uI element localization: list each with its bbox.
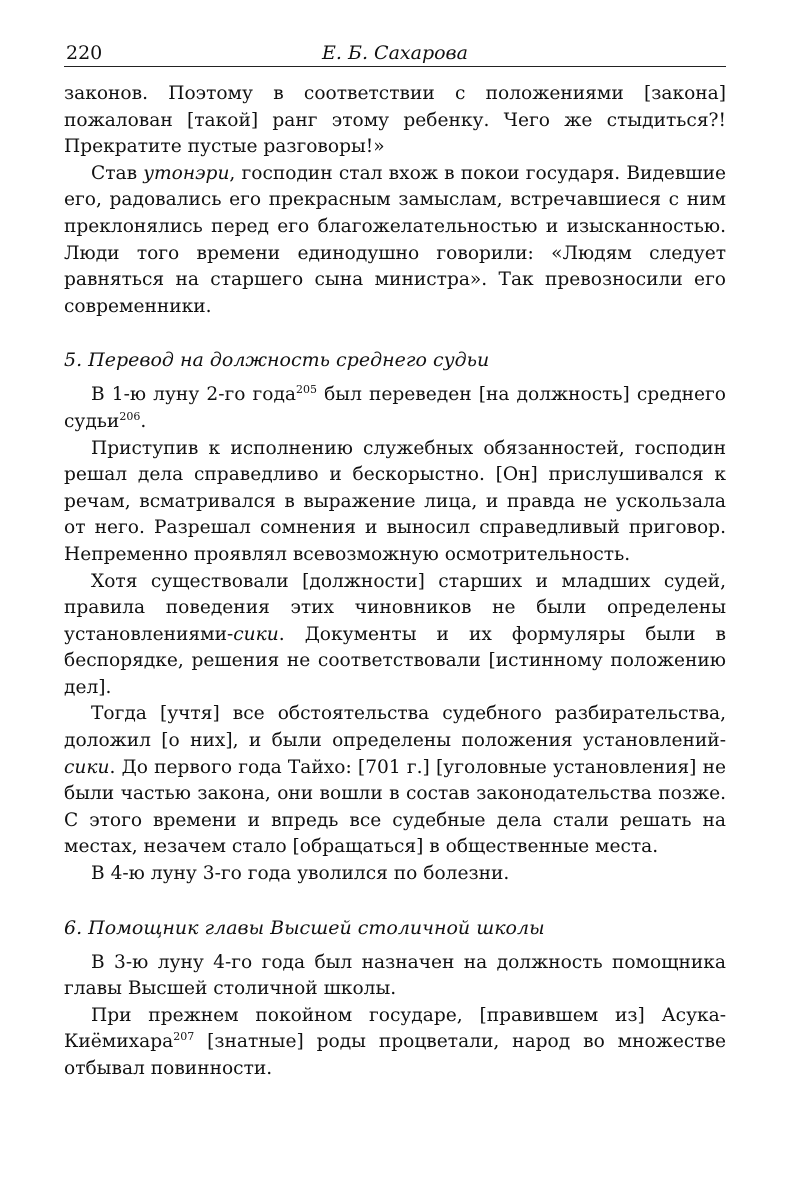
term-siki: сики: [233, 623, 279, 645]
page-number: 220: [66, 42, 103, 64]
body-text: [64, 81, 726, 1083]
text-run: . Документы и их формуляры были в беспорядке, решения не соответствовали [истинному положению дел].: [64, 623, 726, 698]
text-run: [знатные] роды процветали, народ во множестве отбывал повинности.: [64, 1031, 726, 1079]
text-run: был переведен [на должность] среднего судьи: [64, 384, 726, 432]
term-utoneri: утонэри: [143, 162, 230, 184]
text-run: При прежнем покойном государе, [правившем из] Асука-Киёмихара: [64, 1004, 726, 1053]
text-run: . До первого года Тайхо: [701 г.] [уголовные установления] не были частью закона, они вошли в состав законодательства позже. С этого времени и впредь все судебные дела стали решать на местах, незачем стало [обращаться] в общественные места.: [64, 756, 726, 858]
paragraph-resignation: В 4-ю луну 3-го года уволился по болезни.: [91, 863, 510, 885]
text-run: Тогда [учтя] все обстоятельства судебного разбирательства, доложил [о них], и были определены положения установлений-: [64, 703, 726, 752]
running-title: Е. Б. Сахарова: [322, 42, 468, 64]
footnote-ref-206: 206: [119, 409, 141, 423]
paragraph-utoneri: [64, 161, 726, 321]
text-run: Хотя существовали [должности] старших и младших судей, правила поведения этих чиновников не были определены установлениями-: [64, 570, 726, 645]
section-heading-6: 6. Помощник главы Высшей столичной школы: [64, 916, 545, 939]
paragraph-asuka: [64, 1003, 726, 1083]
text-run: Став: [91, 162, 144, 184]
running-head: [64, 36, 726, 67]
paragraph-continuation: законов. Поэтому в соответствии с положениями [закона] пожалован [такой] ранг этому ребенку. Чего же стыдиться?! Прекратите пустые разговоры!»: [64, 83, 726, 158]
term-siki: сики: [64, 756, 110, 778]
section-heading-5: 5. Перевод на должность среднего судьи: [64, 349, 490, 372]
footnote-ref-205: 205: [295, 383, 317, 397]
paragraph-school-appointment: В 3-ю луну 4-го года был назначен на должность помощника главы Высшей столичной школы.: [64, 951, 726, 1000]
text-run: , господин стал вхож в покои государя. Видевшие его, радовались его прекрасным замыслам, встречавшиеся с ним преклонялись перед его благожелательностью и изысканностью. Люди того времени единодушно говорили: «Людям следует равняться на старшего сына министра». Так превозносили его современники.: [64, 162, 726, 317]
footnote-ref-207: 207: [173, 1030, 195, 1044]
paragraph-judges-rules: [64, 569, 726, 702]
paragraph-appointment-judge: [64, 382, 726, 435]
text-run: В 1-ю луну 2-го года: [91, 384, 296, 406]
text-run: .: [140, 410, 147, 432]
book-page: [64, 36, 726, 1083]
paragraph-taiho: [64, 701, 726, 861]
paragraph-duties: Приступив к исполнению служебных обязанностей, господин решал дела справедливо и бескорыстно. [Он] прислушивался к речам, всматривался в выражение лица, и правда не ускользала от него. Разрешал сомнения и выносил справедливый приговор. Непременно проявлял всевозможную осмотрительность.: [64, 437, 726, 565]
